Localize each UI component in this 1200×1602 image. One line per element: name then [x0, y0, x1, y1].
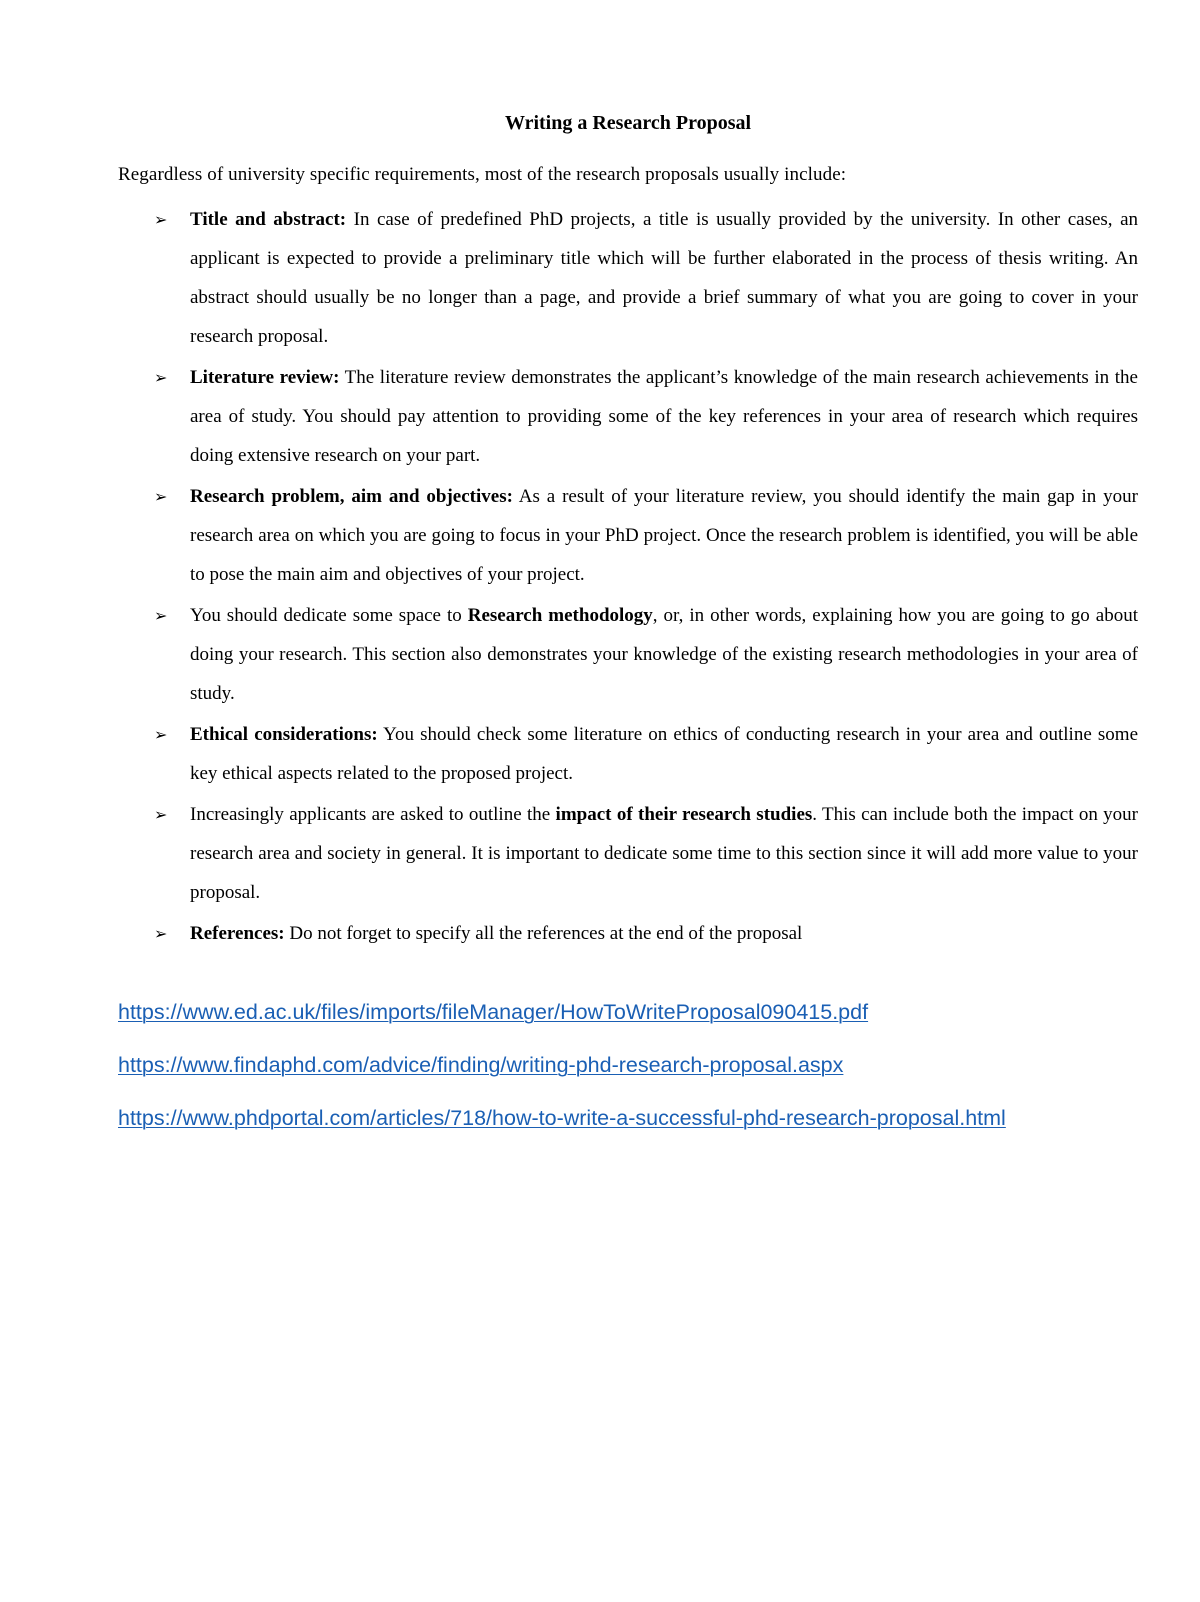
item-text-post: , or, in other words, explaining how you are going to go about doing your research. This section also demonstrates your knowledge of the existing research methodologies in your area of study.	[190, 605, 1138, 704]
item-text-post: As a result of your literature review, you should identify the main gap in your research area on which you are going to focus in your PhD project. Once the research problem is identified, you will be able to pose the main aim and objectives of your project.	[190, 486, 1138, 585]
list-item-references	[118, 914, 1138, 953]
arrow-bullet-icon: ➢	[154, 805, 168, 824]
arrow-bullet-icon: ➢	[154, 210, 168, 229]
item-text-post: . This can include both the impact on your research area and society in general. It is important to dedicate some time to this section since it will add more value to your proposal.	[190, 804, 1139, 903]
list-item-ethical-considerations	[118, 715, 1138, 793]
item-text-post: You should check some literature on ethics of conducting research in your area and outline some key ethical aspects related to the proposed project.	[190, 724, 1139, 784]
intro-paragraph: Regardless of university specific requirements, most of the research proposals usually include:	[118, 164, 847, 185]
item-text-post: The literature review demonstrates the applicant’s knowledge of the main research achievements in the area of study. You should pay attention to providing some of the key references in your area of research which requires doing extensive research on your part.	[190, 367, 1138, 466]
arrow-bullet-icon: ➢	[154, 606, 168, 625]
arrow-bullet-icon: ➢	[154, 725, 168, 744]
arrow-bullet-icon: ➢	[154, 487, 168, 506]
item-heading: Research problem, aim and objectives:	[190, 486, 513, 507]
item-heading: Ethical considerations:	[190, 724, 378, 745]
item-heading: References:	[190, 923, 285, 944]
item-heading: Research methodology	[467, 605, 653, 626]
arrow-bullet-icon: ➢	[154, 924, 168, 943]
list-item-title-abstract	[118, 200, 1138, 356]
arrow-bullet-icon: ➢	[154, 368, 168, 387]
item-text-pre: Increasingly applicants are asked to outline the	[190, 804, 556, 825]
list-item-research-methodology	[118, 596, 1138, 713]
item-heading: impact of their research studies	[555, 804, 813, 825]
item-heading: Literature review:	[190, 367, 340, 388]
link-findaphd[interactable]: https://www.findaphd.com/advice/finding/writing-phd-research-proposal.aspx	[118, 1053, 844, 1077]
reference-links	[118, 998, 1118, 1157]
item-text-post: In case of predefined PhD projects, a title is usually provided by the university. In other cases, an applicant is expected to provide a preliminary title which will be further elaborated in the process of thesis writing. An abstract should usually be no longer than a page, and provide a brief summary of what you are going to cover in your research proposal.	[190, 209, 1139, 347]
requirements-list	[118, 200, 1138, 955]
list-item-research-problem	[118, 477, 1138, 594]
item-heading: Title and abstract:	[190, 209, 347, 230]
list-item-impact	[118, 795, 1138, 912]
item-text-post: Do not forget to specify all the references at the end of the proposal	[284, 923, 803, 944]
link-ed-ac-uk[interactable]: https://www.ed.ac.uk/files/imports/fileManager/HowToWriteProposal090415.pdf	[118, 1000, 869, 1024]
document-title: Writing a Research Proposal	[504, 112, 752, 134]
item-text-pre: You should dedicate some space to	[190, 605, 468, 626]
list-item-literature-review	[118, 358, 1138, 475]
link-phdportal[interactable]: https://www.phdportal.com/articles/718/how-to-write-a-successful-phd-research-proposal.html	[118, 1106, 1006, 1130]
